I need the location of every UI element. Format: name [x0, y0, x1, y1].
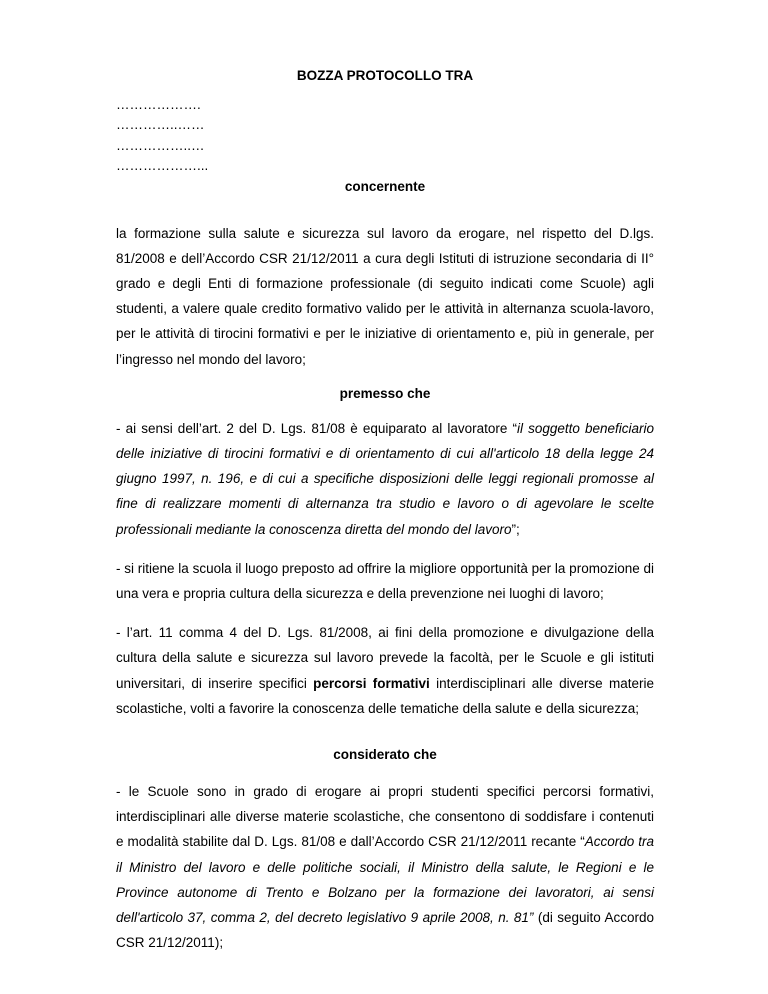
premesso-1-text: - ai sensi dell’art. 2 del D. Lgs. 81/08 è equiparato al lavoratore “ — [116, 420, 517, 436]
considerato-1-quote: Accordo tra il Ministro del lavoro e delle politiche sociali, il Ministro della salute, le Regioni e le Province autonome di Trento e Bolzano per la formazione dei lavoratori, ai sensi dell'articolo 37, comma 2, del decreto legislativo 9 aprile 2008, n. 81” — [116, 834, 654, 926]
premesso-1-quote: il soggetto beneficiario delle iniziative di tirocini formativi e di orientamento di cui all'articolo 18 della legge 24 giugno 1997, n. 196, e di cui a specifiche disposizioni delle leggi regionali promosse al fine di realizzare momenti di alternanza tra studio e lavoro o di agevolare le scelte professionali mediante la conoscenza diretta del mondo del lavoro — [116, 420, 654, 537]
premesso-3-text: - l’art. 11 comma 4 del D. Lgs. 81/2008, ai fini della promozione e divulgazione della cultura della salute e sicurezza sul lavoro prevede la facoltà, per le Scuole e gli istituti universitari, di inserire specifici — [116, 625, 654, 691]
party-placeholder-3: ……………..… — [116, 137, 205, 153]
concernente-paragraph: la formazione sulla salute e sicurezza sul lavoro da erogare, nel rispetto del D.lgs. 81/2008 e dell’Accordo CSR 21/12/2011 a cura degli Istituti di istruzione secondaria di II° grado e degli Enti di formazione professionale (di seguito indicati come Scuole) agli studenti, a valere quale credito formativo valido per le attività in alternanza scuola-lavoro, per le attività di tirocini formativi e per le iniziative di orientamento e, più in generale, per l’ingresso nel mondo del lavoro; — [116, 225, 654, 367]
premesso-3-end: interdisciplinari alle diverse materie scolastiche, volti a favorire la conoscenza delle tematiche della salute e della sicurezza; — [116, 675, 655, 716]
premesso-1-end: ”; — [511, 521, 520, 537]
document-content — [116, 66, 654, 956]
premesso-paragraph-1 — [116, 416, 654, 542]
considerato-paragraph-1 — [116, 779, 654, 955]
party-placeholder-1: ………………. — [116, 97, 201, 112]
considerato-1-end: (di seguito Accordo CSR 21/12/2011); — [116, 910, 654, 951]
premesso-paragraph-2: - si ritiene la scuola il luogo preposto ad offrire la migliore opportunità per la promozione di una vera e propria cultura della sicurezza e della prevenzione nei luoghi di lavoro; — [116, 560, 654, 602]
concernente-heading: concernente — [344, 178, 426, 194]
party-placeholder-4: ………………... — [116, 158, 209, 174]
parties-list — [116, 95, 654, 177]
considerato-heading: considerato che — [333, 747, 437, 763]
document-title: BOZZA PROTOCOLLO TRA — [296, 68, 474, 83]
premesso-heading: premesso che — [339, 385, 431, 401]
premesso-3-bold: percorsi formativi — [313, 675, 430, 691]
considerato-1-text: - le Scuole sono in grado di erogare ai propri studenti specifici percorsi formativi, interdisciplinari alle diverse materie scolastiche, che consentono di soddisfare i contenuti e modalità stabilite dal D. Lgs. 81/08 e dall’Accordo CSR 21/12/2011 recante “ — [116, 784, 654, 850]
party-placeholder-2: …………..…… — [116, 117, 205, 133]
premesso-paragraph-3 — [116, 620, 654, 721]
